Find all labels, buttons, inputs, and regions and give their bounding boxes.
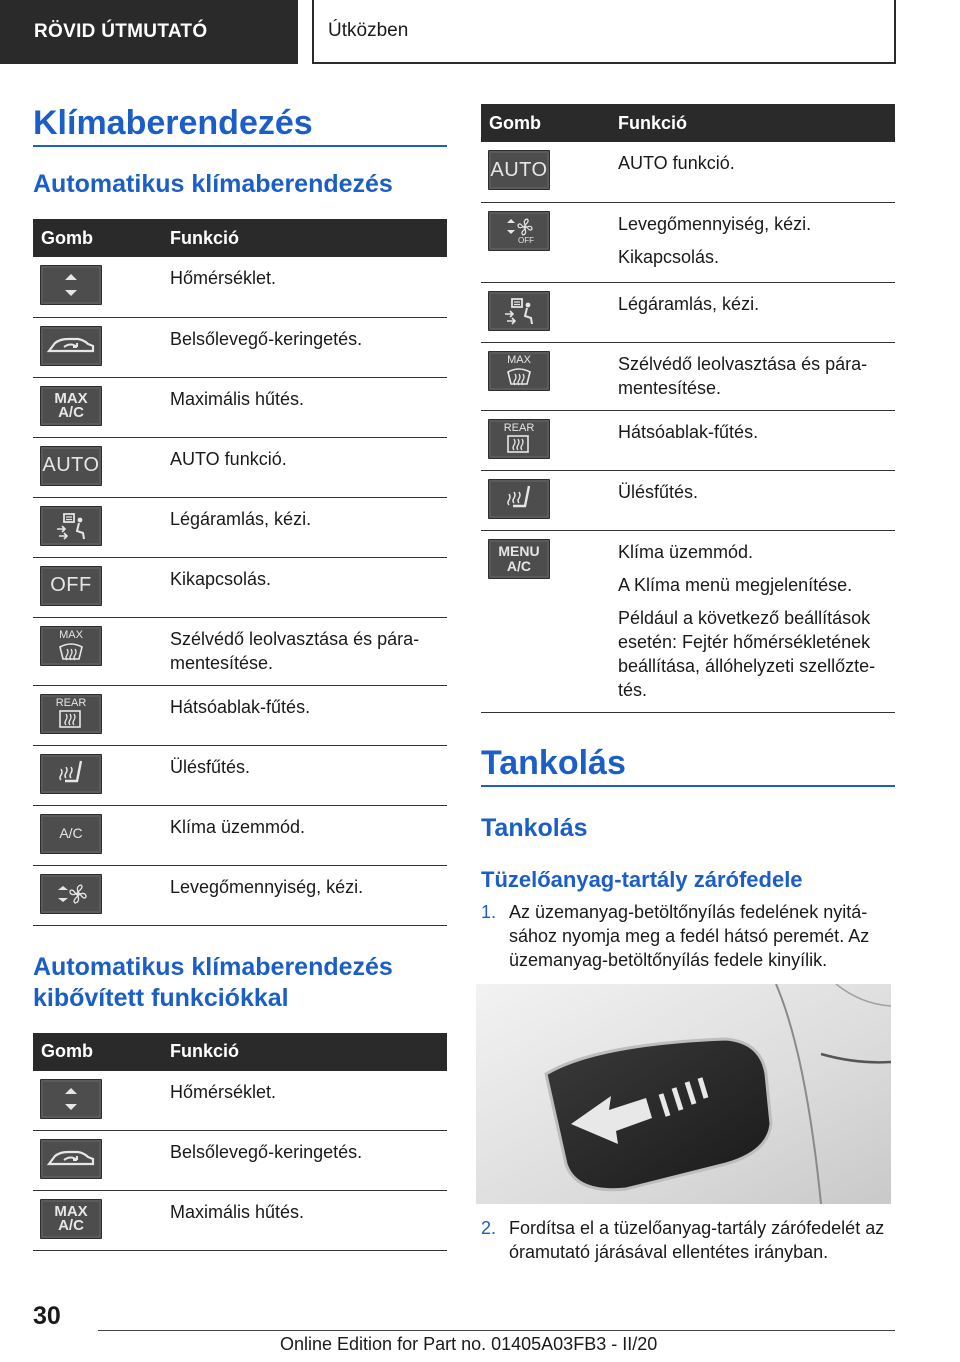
step-number: 2. [481, 1218, 497, 1238]
table-row [33, 617, 447, 685]
menu-ac-button [488, 539, 550, 579]
fuel-steps [481, 900, 895, 972]
ac-button [40, 814, 102, 854]
button-label: AUTO [42, 454, 100, 476]
table-row [481, 530, 895, 712]
fan-icon [504, 217, 534, 237]
button-label: A/C [59, 825, 83, 841]
function-text: Szélvédő leolvasztása és pára-mentesítése. [618, 353, 868, 398]
seat-heating-button [488, 479, 550, 519]
button-label: MAX [507, 354, 531, 366]
footer-edition: Online Edition for Part no. 01405A03FB3 - II/20 [280, 1334, 658, 1354]
defrost-button [40, 626, 102, 666]
function-text: AUTO funkció. [163, 437, 447, 497]
recirculation-car-icon [46, 1146, 96, 1172]
table-row [33, 437, 447, 497]
col-function-header: Funkció [163, 219, 447, 257]
air-distribution-icon [53, 511, 89, 541]
seat-heating-icon [55, 759, 87, 789]
rear-window-heating-icon [56, 709, 84, 729]
ext-climate-table-left [33, 1033, 447, 1252]
function-text: Klíma üzemmód. [163, 805, 447, 865]
function-text: Például a következő beállítások esetén: Fejtér hőmérsékletének beállítása, állóhelyzeti szellőzte-tés. [618, 607, 876, 700]
table-row [33, 1071, 447, 1131]
function-text: Hőmérséklet. [163, 1071, 447, 1131]
fuel-steps-continued [481, 1216, 895, 1264]
fuel-title: Tankolás [481, 743, 895, 787]
auto-button [488, 150, 550, 190]
button-label: MENU [498, 542, 540, 559]
table-row [33, 317, 447, 377]
step-text: Fordítsa el a tüzelőanyag-tartály zárófedelét az óramutató járásával ellentétes irányban. [509, 1218, 885, 1262]
table-row [481, 202, 895, 282]
climate-title: Klímaberendezés [33, 103, 447, 147]
list-item [481, 1216, 895, 1264]
function-text: Ülésfűtés. [163, 745, 447, 805]
function-text: Hátsóablak-fűtés. [163, 685, 447, 745]
table-row [481, 142, 895, 202]
button-label: OFF [50, 574, 92, 596]
off-button [40, 566, 102, 606]
col-button-header: Gomb [481, 104, 611, 142]
function-text: Ülésfűtés. [618, 481, 699, 502]
auto-climate-title: Automatikus klímaberendezés [33, 170, 393, 198]
table-row [33, 377, 447, 437]
chapter-tab: Útközben [312, 0, 896, 64]
fuel-flap-title: Tüzelőanyag-tartály zárófedele [481, 866, 803, 892]
button-label: A/C [506, 557, 532, 574]
function-text: Levegőmennyiség, kézi. [163, 865, 447, 925]
temperature-arrows-icon [56, 1084, 86, 1114]
col-function-header: Funkció [611, 104, 895, 142]
fuel-subtitle: Tankolás [481, 813, 588, 842]
auto-climate-table [33, 219, 447, 926]
function-text: Légáramlás, kézi. [618, 293, 760, 314]
air-distribution-button [40, 506, 102, 546]
temperature-button [40, 1079, 102, 1119]
function-text: Maximális hűtés. [163, 1191, 447, 1251]
table-row [481, 410, 895, 470]
air-distribution-icon [501, 296, 537, 326]
fuel-flap-photo [476, 984, 891, 1204]
fan-icon [54, 882, 88, 906]
table-row [33, 257, 447, 317]
function-text: Kikapcsolás. [618, 246, 720, 267]
ext-climate-table-right [481, 104, 895, 713]
recirculation-button [40, 326, 102, 366]
function-text: A Klíma menü megjelenítése. [618, 574, 853, 595]
table-row [33, 745, 447, 805]
function-text: AUTO funkció. [618, 153, 735, 173]
temperature-arrows-icon [56, 270, 86, 300]
seat-heating-button [40, 754, 102, 794]
function-text: Belsőlevegő-keringetés. [163, 1131, 447, 1191]
function-text: Hátsóablak-fűtés. [618, 421, 759, 442]
table-row [33, 685, 447, 745]
table-row [33, 557, 447, 617]
function-text: Kikapcsolás. [163, 557, 447, 617]
rear-heating-button [40, 694, 102, 734]
function-text: Klíma üzemmód. [618, 541, 754, 562]
table-row [33, 865, 447, 925]
page-number: 30 [33, 1302, 61, 1330]
rear-window-heating-icon [504, 434, 532, 454]
max-cooling-button [40, 386, 102, 426]
defrost-button [488, 351, 550, 391]
table-row [481, 282, 895, 342]
section-tab: RÖVID ÚTMUTATÓ [0, 0, 298, 64]
seat-heating-icon [503, 484, 535, 514]
button-label: MAX [54, 389, 88, 407]
button-label: OFF [518, 235, 534, 245]
step-number: 1. [481, 901, 497, 922]
table-row [481, 342, 895, 410]
button-label: REAR [55, 697, 87, 709]
table-row [33, 1131, 447, 1191]
list-item [481, 900, 895, 972]
fan-button [40, 874, 102, 914]
button-label: MAX [54, 1203, 88, 1220]
function-text: Légáramlás, kézi. [163, 497, 447, 557]
function-text: Hőmérséklet. [163, 257, 447, 317]
function-text: Belsőlevegő-keringetés. [163, 317, 447, 377]
function-text: Szélvédő leolvasztása és pára-mentesítése. [163, 617, 447, 685]
max-cooling-button [40, 1199, 102, 1239]
recirculation-car-icon [46, 333, 96, 359]
air-distribution-button [488, 291, 550, 331]
button-label: A/C [58, 1217, 84, 1234]
right-column [481, 104, 895, 972]
function-text: Levegőmennyiség, kézi. [618, 213, 812, 234]
col-button-header: Gomb [33, 219, 163, 257]
button-label: REAR [503, 422, 535, 434]
windshield-defrost-icon [57, 641, 85, 661]
auto-button [40, 446, 102, 486]
temperature-button [40, 265, 102, 305]
button-label: MAX [59, 629, 83, 641]
table-row [481, 470, 895, 530]
step-text: Az üzemanyag-betöltőnyílás fedelének nyitá-sához nyomja meg a fedél hátsó peremét. Az üzemanyag-betöltőnyílás fedele kinyílik. [509, 901, 870, 970]
rear-heating-button [488, 419, 550, 459]
windshield-defrost-icon [505, 366, 533, 386]
footer-divider [98, 1330, 895, 1331]
table-row [33, 1191, 447, 1251]
ext-climate-title: Automatikus klímaberendezés kibővített funkciókkal [33, 952, 393, 1012]
table-row [33, 805, 447, 865]
fan-off-button [488, 211, 550, 251]
button-label: AUTO [490, 158, 548, 181]
recirculation-button [40, 1139, 102, 1179]
col-function-header: Funkció [163, 1033, 447, 1071]
left-column [33, 103, 447, 1251]
function-text: Maximális hűtés. [163, 377, 447, 437]
col-button-header: Gomb [33, 1033, 163, 1071]
fuel-flap-illustration [476, 984, 891, 1204]
button-label: A/C [58, 403, 84, 421]
table-row [33, 497, 447, 557]
